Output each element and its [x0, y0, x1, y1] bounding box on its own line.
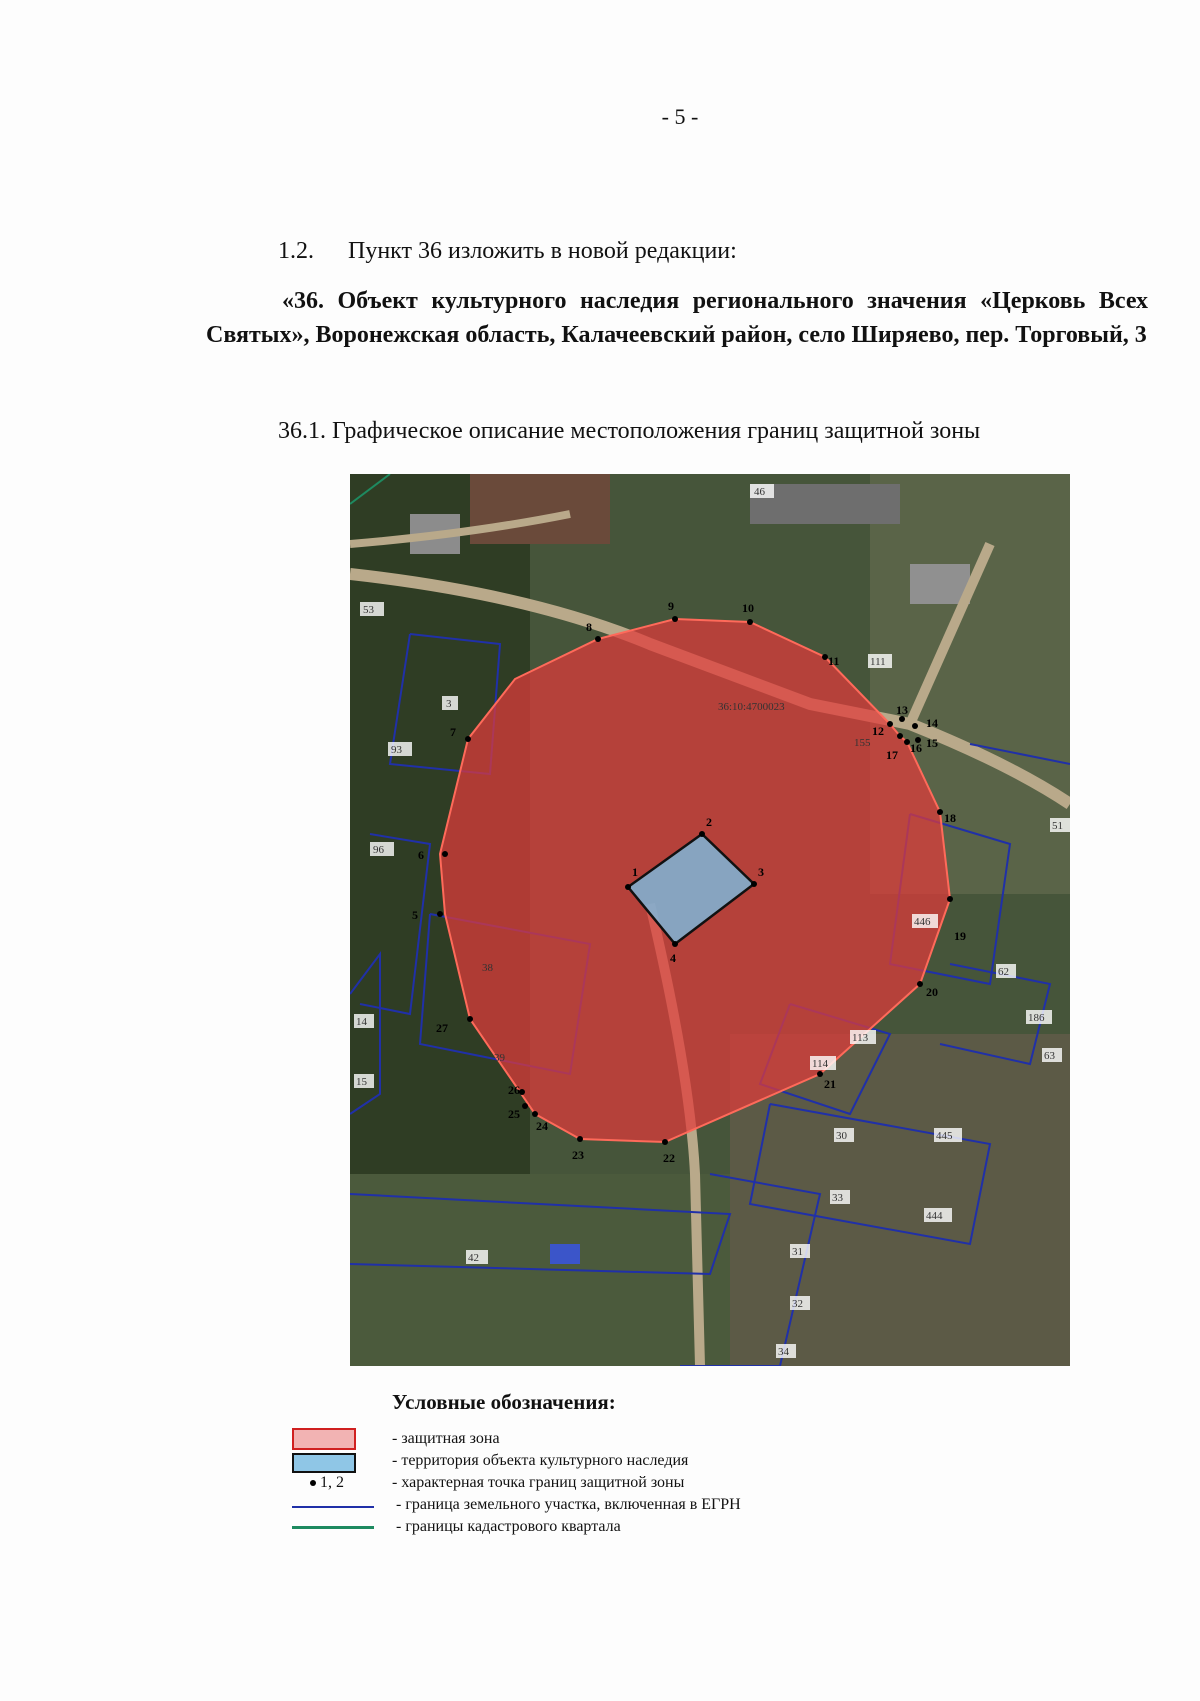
point-label: 2: [706, 815, 712, 829]
cadastral-number: 36:10:4700023: [718, 701, 785, 713]
parcel-label: 113: [852, 1032, 869, 1044]
point-label: 21: [824, 1077, 836, 1091]
parcel-label: 446: [914, 916, 931, 928]
parcel-label: 62: [998, 966, 1009, 978]
point-label: 15: [926, 736, 938, 750]
point-label: 13: [896, 703, 908, 717]
point-dot-icon: [310, 1480, 316, 1486]
point-label: 27: [436, 1021, 448, 1035]
parcel-label: 444: [926, 1210, 943, 1222]
point-label: 10: [742, 601, 754, 615]
parcel-label: 39: [494, 1052, 505, 1064]
point-label: 7: [450, 725, 456, 739]
legend-point-symbol: [310, 1474, 344, 1492]
parcel-label: 42: [468, 1252, 479, 1264]
parcel-label: 53: [363, 604, 374, 616]
point-label: 24: [536, 1119, 548, 1133]
legend-item-zone: - защитная зона: [392, 1430, 500, 1447]
parcel-label: 15: [356, 1076, 367, 1088]
parcel-label: 93: [391, 744, 402, 756]
point-label: 17: [886, 748, 898, 762]
map-svg: [350, 474, 1070, 1366]
protection-zone-map: [350, 474, 1070, 1366]
clause-1-2: [278, 238, 737, 265]
point-label: 5: [412, 908, 418, 922]
point-label: 26: [508, 1083, 520, 1097]
point-label: 11: [828, 654, 840, 668]
legend-item-point: - характерная точка границ защитной зоны: [392, 1474, 685, 1491]
parcel-label: 30: [836, 1130, 847, 1142]
point-label: 25: [508, 1107, 520, 1121]
parcel-label: 445: [936, 1130, 953, 1142]
legend-quarter-line-symbol: [292, 1526, 374, 1529]
clause-number: 1.2.: [278, 238, 314, 264]
parcel-label: 111: [870, 656, 886, 668]
parcel-label: 38: [482, 962, 493, 974]
parcel-label: 63: [1044, 1050, 1055, 1062]
legend-item-quarter: - границы кадастрового квартала: [396, 1518, 621, 1535]
legend-title: Условные обозначения:: [392, 1390, 616, 1414]
subclause-36-1: 36.1. Графическое описание местоположения границ защитной зоны: [278, 418, 981, 444]
legend-parcel-line-symbol: [292, 1506, 374, 1508]
point-label: 9: [668, 599, 674, 613]
parcel-label: 3: [446, 698, 452, 710]
parcel-label: 51: [1052, 820, 1063, 832]
object-heading: «36. Объект культурного наследия регионального значения «Церковь Всех Святых», Воронежская область, Калачеевский район, село Ширяево, пер. Торговый, 3: [206, 288, 1148, 348]
parcel-label: 33: [832, 1192, 843, 1204]
legend: [278, 1390, 978, 1550]
parcel-label: 31: [792, 1246, 803, 1258]
parcel-label: 96: [373, 844, 384, 856]
point-label: 19: [954, 929, 966, 943]
point-label: 20: [926, 985, 938, 999]
legend-zone-symbol: [292, 1428, 356, 1450]
point-label: 6: [418, 848, 424, 862]
parcel-label: 114: [812, 1058, 829, 1070]
point-label: 14: [926, 716, 938, 730]
point-label: 23: [572, 1148, 584, 1162]
legend-item-object: - территория объекта культурного наследия: [392, 1452, 689, 1469]
point-label: 4: [670, 951, 676, 965]
point-label: 22: [663, 1151, 675, 1165]
point-label: 18: [944, 811, 956, 825]
legend-object-symbol: [292, 1453, 356, 1473]
parcel-label: 32: [792, 1298, 803, 1310]
point-label: 8: [586, 620, 592, 634]
parcel-label: 14: [356, 1016, 367, 1028]
parcel-label: 186: [1028, 1012, 1045, 1024]
legend-point-label: 1, 2: [320, 1474, 344, 1491]
page-number: - 5 -: [661, 104, 699, 129]
point-label: 12: [872, 724, 884, 738]
point-label: 16: [910, 741, 922, 755]
parcel-label: 155: [854, 737, 871, 749]
legend-item-parcel: - граница земельного участка, включенная в ЕГРН: [396, 1496, 741, 1513]
point-label: 3: [758, 865, 764, 879]
parcel-label: 34: [778, 1346, 789, 1358]
point-label: 1: [632, 865, 638, 879]
parcel-label: 46: [754, 486, 765, 498]
clause-text: Пункт 36 изложить в новой редакции:: [348, 238, 737, 264]
